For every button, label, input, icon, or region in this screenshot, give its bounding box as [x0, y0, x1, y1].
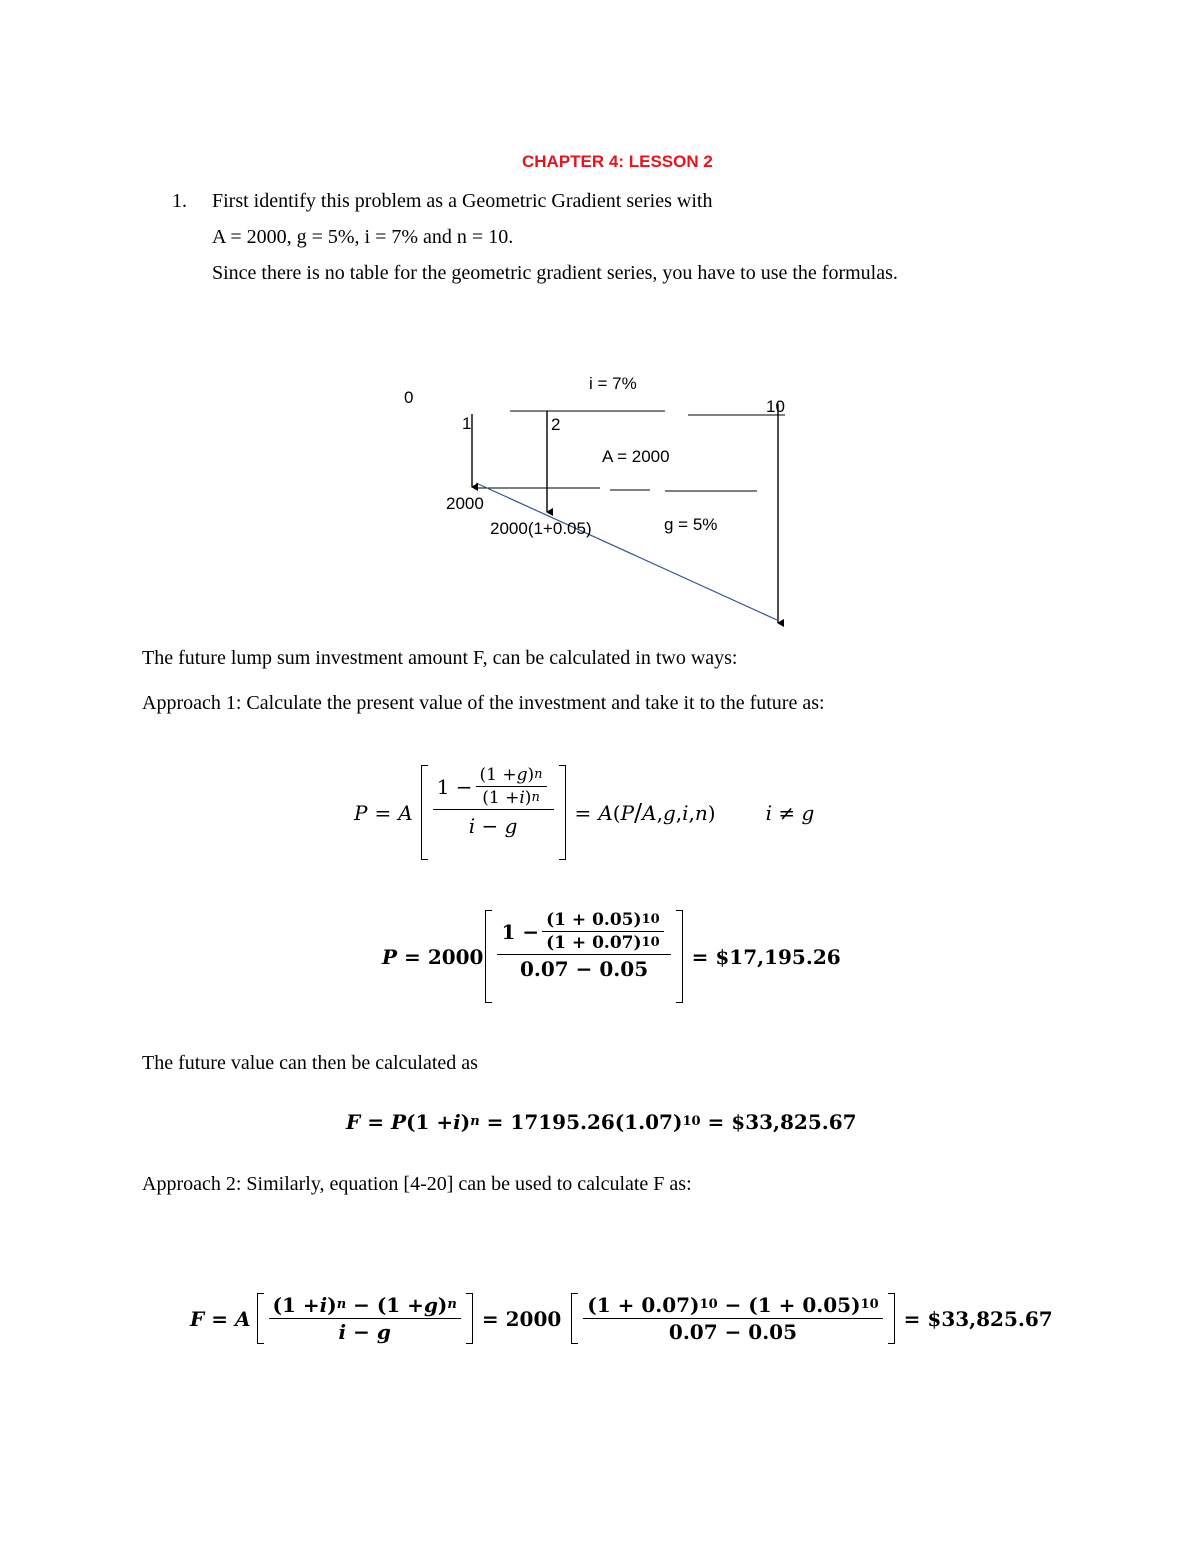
problem-line-3: Since there is no table for the geometric gradient series, you have to use the formulas. [212, 262, 898, 284]
present-value-formula: P = A 1 − (1 + g ) n (1 + i ) n i − g = A ( P / A , g , i , n ) i ≠ g [354, 765, 814, 860]
present-value-calculation: P = 2000 1 − (1 + 0.05) 10 (1 + 0.07) 10 0.07 − 0.05 = $17,195.26 [382, 910, 841, 1003]
diagram-second-payment: 2000(1+0.05) [490, 519, 592, 538]
future-value-result-2: $33,825.67 [927, 1306, 1053, 1331]
diagram-label-10: 10 [766, 397, 785, 416]
intro-text: The future lump sum investment amount F, can be calculated in two ways: [142, 647, 738, 669]
diagram-gradient: g = 5% [664, 515, 718, 534]
diagram-interest-rate: i = 7% [589, 374, 637, 393]
a-value: 2000 [427, 944, 484, 969]
diagram-label-0: 0 [404, 388, 414, 407]
future-value-result-1: $33,825.67 [731, 1110, 857, 1134]
future-value-calculation: F = P (1 + i ) n = 17195.26 (1.07) 10 = $33,825.67 [346, 1110, 857, 1134]
diagram-annuity: A = 2000 [602, 447, 670, 466]
problem-number: 1. [172, 190, 187, 212]
problem-line-2: A = 2000, g = 5%, i = 7% and n = 10. [212, 226, 514, 248]
future-value-formula: F = A (1 + i ) n − (1 + g ) n i − g = 2000 (1 + 0.07) 10 − (1 + 0.05) 10 0.07 − 0.05 = $33,825.67 [190, 1293, 1053, 1344]
problem-line-1: First identify this problem as a Geometric Gradient series with [212, 190, 713, 212]
future-value-intro: The future value can then be calculated as [142, 1052, 478, 1074]
gradient-line [476, 483, 777, 620]
approach-2-text: Approach 2: Similarly, equation [4-20] can be used to calculate F as: [142, 1173, 692, 1195]
present-value-used: 17195.26 [510, 1110, 615, 1134]
diagram-label-2: 2 [551, 415, 561, 434]
approach-1-text: Approach 1: Calculate the present value of the investment and take it to the future as: [142, 692, 825, 714]
cash-flow-diagram [0, 0, 1200, 660]
present-value-result: $17,195.26 [715, 944, 841, 969]
diagram-first-payment: 2000 [446, 494, 484, 513]
diagram-label-1: 1 [462, 414, 472, 433]
chapter-title: CHAPTER 4: LESSON 2 [522, 152, 713, 171]
